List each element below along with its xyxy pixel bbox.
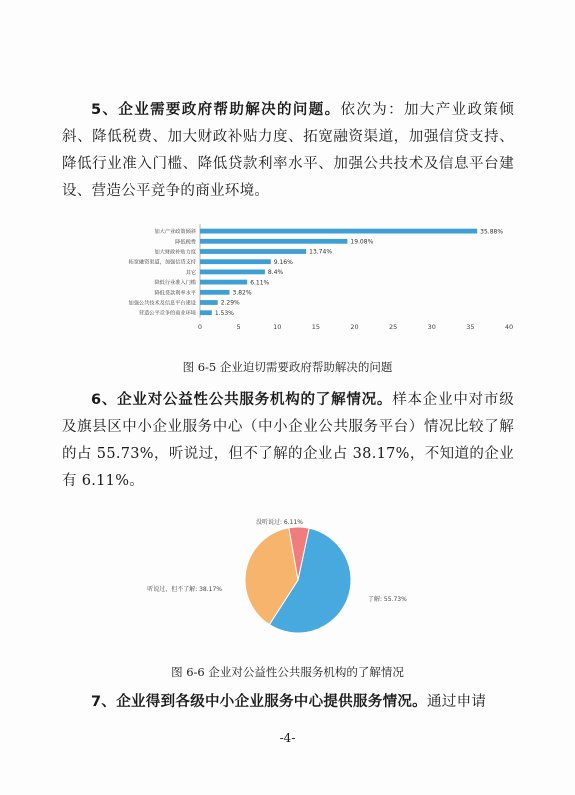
- paragraph-6-lead: 6、企业对公益性公共服务机构的了解情况。: [91, 392, 393, 408]
- bar-category-label: 加大财政补贴力度: [154, 249, 196, 256]
- bar-category-label: 其它: [185, 269, 196, 276]
- bar-category-label: 营造公平竞争的商业环境: [138, 310, 196, 317]
- page-number: -4-: [279, 731, 296, 745]
- figure-6-6-caption: 图 6-6 企业对公益性公共服务机构的了解情况: [171, 665, 404, 679]
- bar-value-label: 3.82%: [232, 289, 252, 297]
- paragraph-5-body: 依次为：加大产业政策倾斜、降低税费、加大财政补贴力度、拓宽融资渠道，加强信贷支持、降低行业准入门槛、降低贷款利率水平、加强公共技术及信息平台建设、营造公平竞争的商业环境。: [62, 102, 514, 199]
- bar: [200, 280, 247, 285]
- bar-value-label: 9.16%: [273, 258, 293, 266]
- x-tick-label: 10: [273, 322, 282, 331]
- bar-category-label: 降低税费: [175, 239, 196, 246]
- bar-category-label: 降低贷款利率水平: [154, 290, 196, 297]
- bar-chart: [0, 222, 575, 342]
- x-tick-label: 30: [427, 322, 436, 331]
- bar: [200, 310, 212, 315]
- bar-value-label: 1.53%: [214, 309, 234, 317]
- figure-6-5-caption: 图 6-5 企业迫切需要政府帮助解决的问题: [182, 360, 393, 374]
- bar-category-label: 加强公共技术及信息平台建设: [128, 300, 196, 307]
- bar: [200, 249, 306, 254]
- paragraph-6: [62, 387, 514, 495]
- bar-category-label: 拓宽融资渠道，加强信贷支持: [128, 259, 196, 266]
- paragraph-5-lead: 5、企业需要政府帮助解决的问题。: [91, 102, 341, 118]
- paragraph-5: [62, 97, 514, 205]
- bar-value-label: 8.4%: [267, 269, 284, 277]
- pie-chart: [0, 512, 575, 647]
- bar-value-label: 13.74%: [309, 248, 333, 256]
- bar-category-label: 降低行业准入门槛: [154, 280, 196, 287]
- x-tick-label: 15: [311, 322, 321, 331]
- x-tick-label: 5: [236, 322, 241, 331]
- x-tick-label: 20: [350, 322, 359, 331]
- x-tick-label: 25: [388, 322, 398, 331]
- bar-value-label: 2.29%: [220, 299, 240, 307]
- pie-slice-label: 听说过，但不了解: 38.17%: [147, 586, 222, 593]
- bar: [200, 290, 230, 295]
- x-tick-label: 0: [197, 322, 203, 331]
- bar: [200, 239, 347, 244]
- bar: [200, 259, 271, 264]
- paragraph-7-body: 通过申请: [427, 694, 487, 710]
- x-tick-label: 40: [504, 322, 514, 331]
- bar-category-label: 加大产业政策倾斜: [154, 229, 196, 236]
- bar-value-label: 6.11%: [250, 279, 270, 287]
- bar-value-label: 19.08%: [350, 238, 374, 246]
- bar: [200, 270, 265, 275]
- pie-slice-label: 没听说过: 6.11%: [256, 519, 303, 526]
- bar: [200, 229, 477, 234]
- paragraph-7: [62, 689, 514, 716]
- paragraph-7-lead: 7、企业得到各级中小企业服务中心提供服务情况。: [91, 694, 427, 710]
- paragraph-6-body: 样本企业中对市级及旗县区中小企业服务中心（中小企业公共服务平台）情况比较了解的占 55.73%，听说过，但不了解的企业占 38.17%，不知道的企业有 6.11%。: [62, 392, 514, 489]
- bar: [200, 300, 218, 305]
- bar-value-label: 35.88%: [480, 228, 504, 236]
- pie-slice-label: 了解: 55.73%: [368, 596, 407, 603]
- x-tick-label: 35: [466, 322, 475, 331]
